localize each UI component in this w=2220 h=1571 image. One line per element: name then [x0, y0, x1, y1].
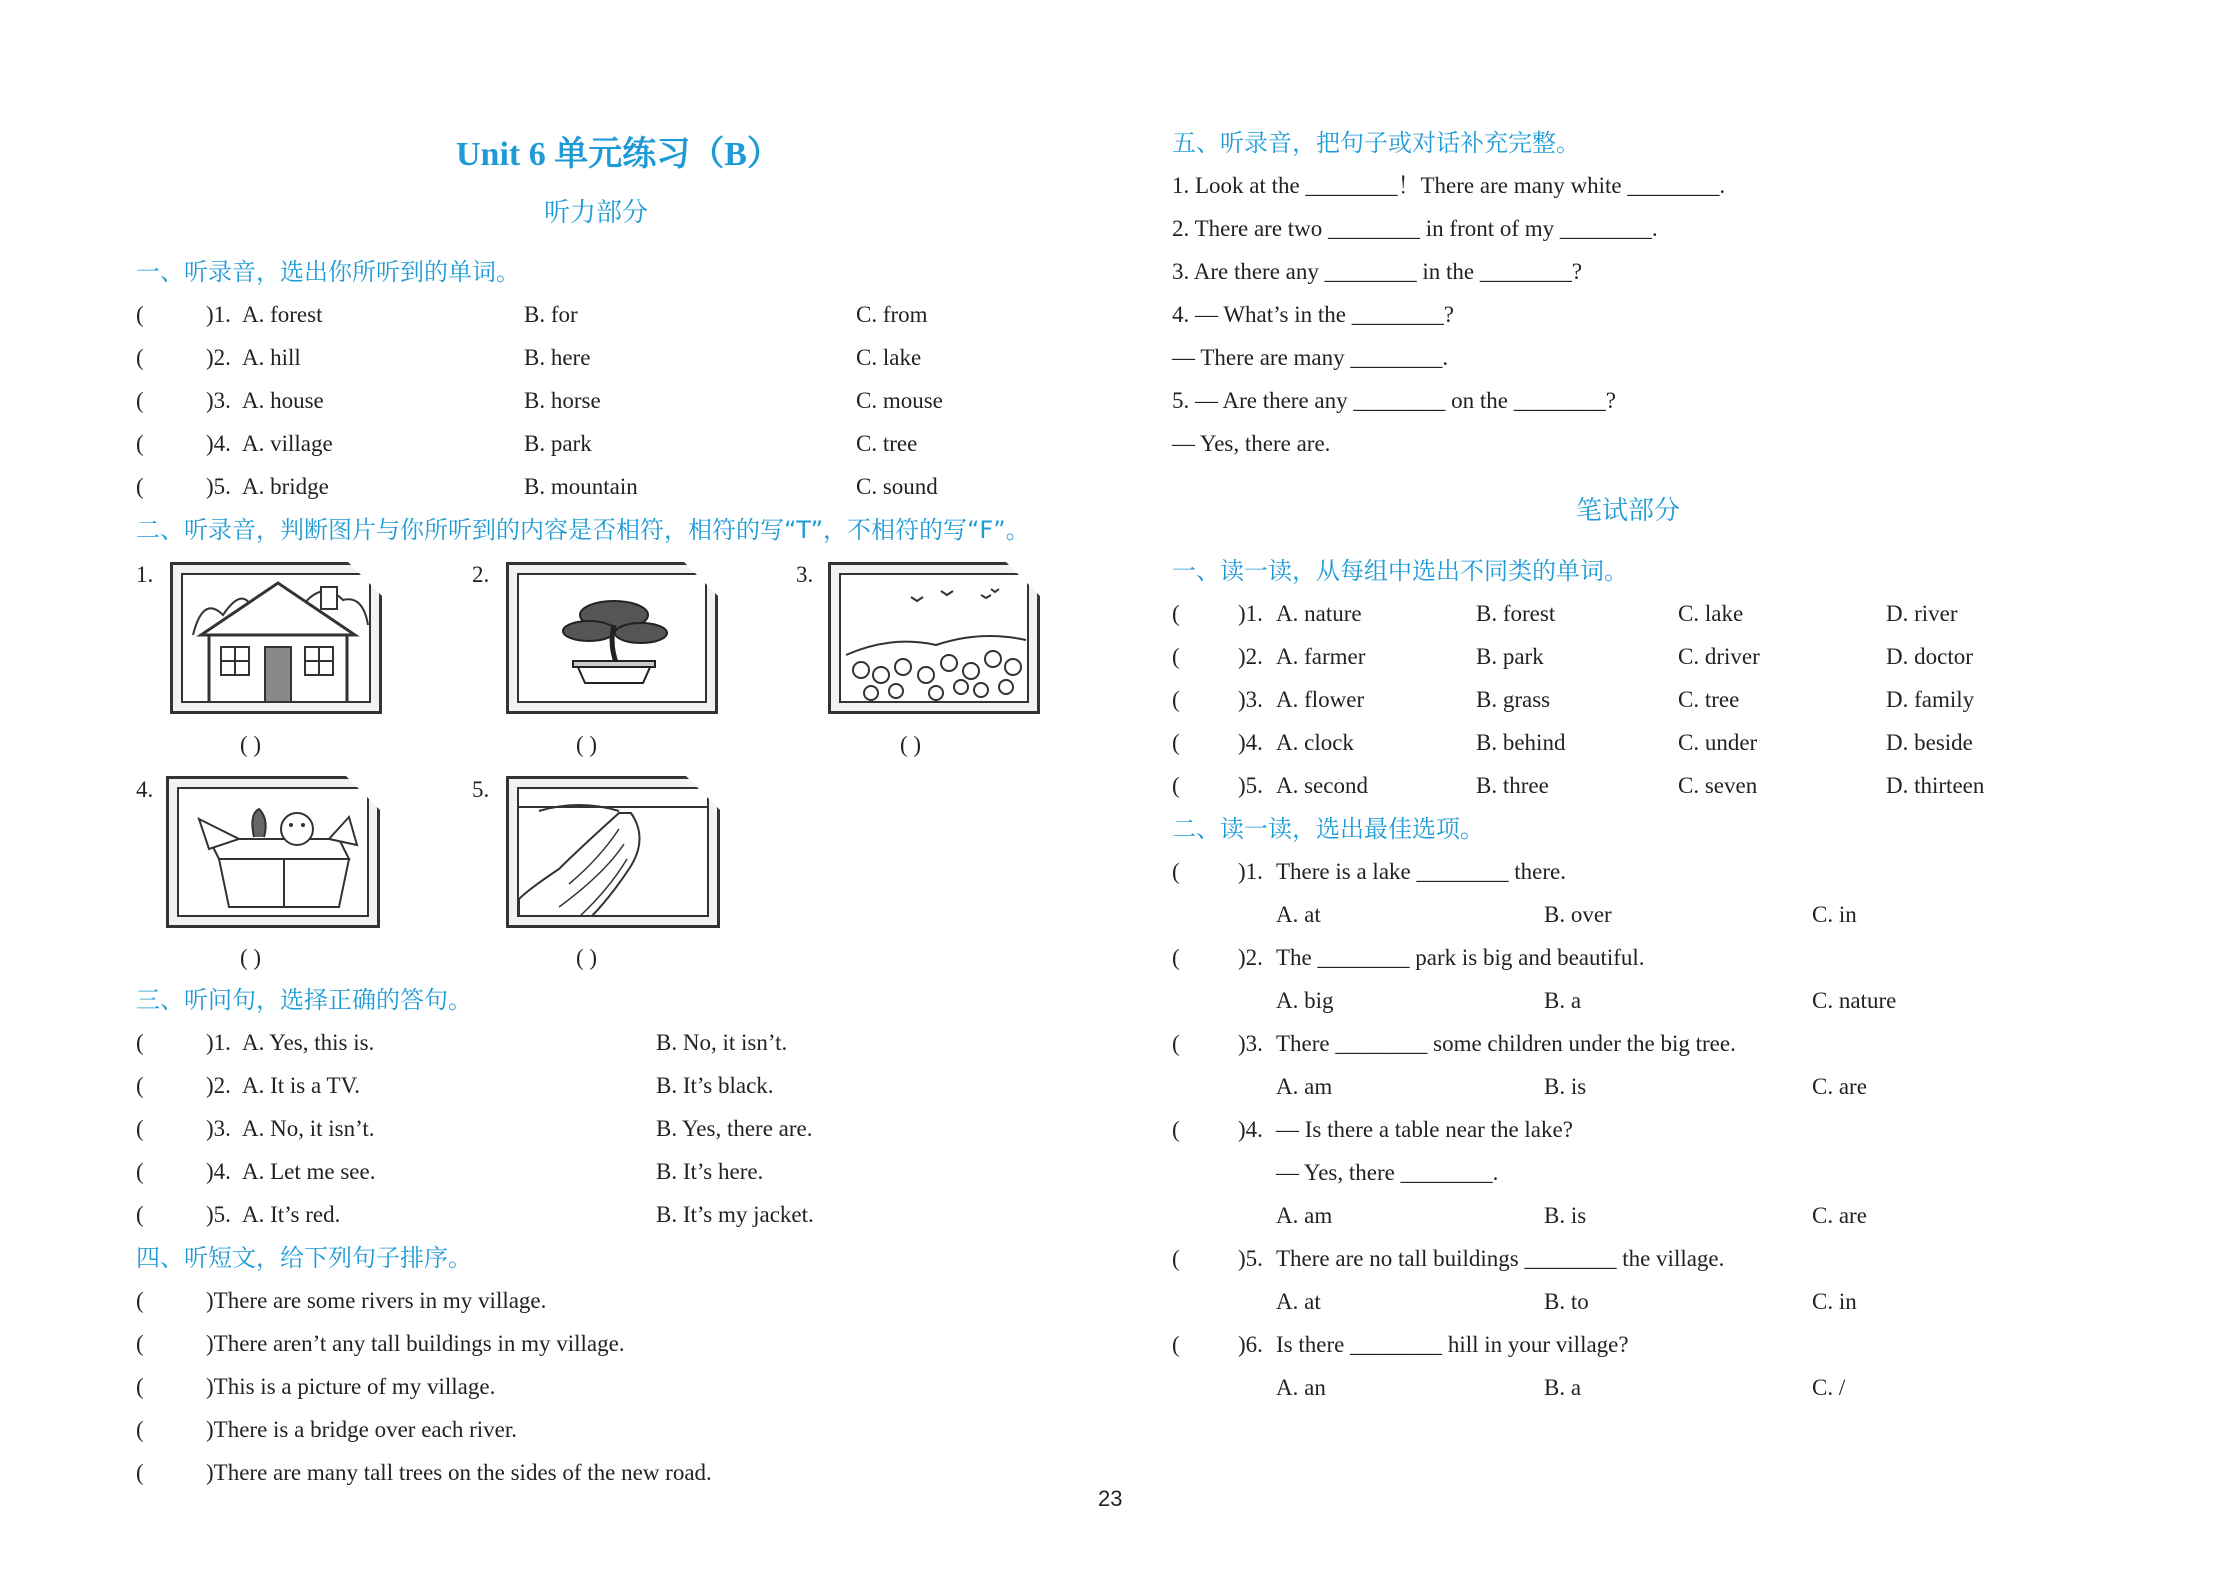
option-b: B. It’s my jacket.: [656, 1202, 814, 1227]
answer-paren: (: [136, 388, 144, 413]
option-a: A. village: [242, 431, 333, 456]
option-b: B. is: [1544, 1203, 1587, 1228]
option-a: A. It is a TV.: [242, 1073, 360, 1098]
item-number: )2.: [206, 1073, 231, 1098]
option-b: B. a: [1544, 988, 1582, 1013]
option-b: B. behind: [1476, 730, 1566, 755]
option-c: C. seven: [1678, 773, 1758, 798]
answer-paren: (: [1172, 945, 1180, 970]
option-a: A. forest: [242, 302, 323, 327]
item-number: )2.: [1238, 945, 1263, 970]
option-c: C. lake: [1678, 601, 1744, 626]
question-stem: There is a lake ________ there.: [1276, 859, 1566, 884]
w2-heading: 二、读一读，选出最佳选项。: [1172, 815, 1484, 843]
option-d: D. beside: [1886, 730, 1973, 755]
item-number: )1.: [1238, 601, 1263, 626]
picture-house: [170, 562, 382, 714]
option-a: A. nature: [1276, 601, 1362, 626]
s2-heading: 二、听录音，判断图片与你所听到的内容是否相符，相符的写“T”，不相符的写“F”。: [136, 516, 1030, 544]
item-number: )6.: [1238, 1332, 1263, 1357]
item-number: )1.: [206, 1030, 231, 1055]
option-a: A. bridge: [242, 474, 329, 499]
option-a: A. am: [1276, 1074, 1333, 1099]
fill-line: 3. Are there any ________ in the ________?: [1172, 259, 1583, 284]
answer-paren: (: [136, 1030, 144, 1055]
option-b: B. forest: [1476, 601, 1556, 626]
option-a: A. second: [1276, 773, 1368, 798]
option-c: C. tree: [856, 431, 918, 456]
s3-heading: 三、听问句，选择正确的答句。: [136, 986, 472, 1014]
option-a: A. at: [1276, 1289, 1321, 1314]
answer-paren: (: [136, 1073, 144, 1098]
page-title: Unit 6 单元练习（B）: [456, 136, 781, 173]
option-b: B. here: [524, 345, 591, 370]
answer-paren: (: [136, 474, 144, 499]
option-c: C. sound: [856, 474, 938, 499]
answer-paren: (: [136, 431, 144, 456]
option-c: C. under: [1678, 730, 1758, 755]
option-a: A. house: [242, 388, 324, 413]
answer-paren: (: [1172, 601, 1180, 626]
item-number: )3.: [206, 388, 231, 413]
picture-answer-paren[interactable]: ( ): [240, 945, 262, 970]
option-c: C. are: [1812, 1203, 1867, 1228]
listening-section-title: 听力部分: [544, 198, 649, 228]
answer-paren: (: [1172, 1117, 1180, 1142]
option-b: B. for: [524, 302, 578, 327]
option-a: A. Let me see.: [242, 1159, 376, 1184]
option-b: B. Yes, there are.: [656, 1116, 813, 1141]
option-c: C. in: [1812, 902, 1857, 927]
option-b: B. mountain: [524, 474, 638, 499]
option-a: A. am: [1276, 1203, 1333, 1228]
item-number: )5.: [206, 1202, 231, 1227]
option-c: C. lake: [856, 345, 922, 370]
answer-paren: (: [1172, 859, 1180, 884]
option-c: C. mouse: [856, 388, 943, 413]
question-stem: The ________ park is big and beautiful.: [1276, 945, 1645, 970]
option-a: A. Yes, this is.: [242, 1030, 375, 1055]
option-b: B. It’s black.: [656, 1073, 774, 1098]
fill-line: 4. — What’s in the ________?: [1172, 302, 1454, 327]
option-b: B. is: [1544, 1074, 1587, 1099]
answer-paren: (: [1172, 1332, 1180, 1357]
order-sentence: )There are some rivers in my village.: [206, 1288, 547, 1313]
item-number: )1.: [1238, 859, 1263, 884]
answer-paren: (: [1172, 773, 1180, 798]
item-number: )4.: [206, 1159, 231, 1184]
item-number: )5.: [206, 474, 231, 499]
item-number: )1.: [206, 302, 231, 327]
answer-paren: (: [136, 1460, 144, 1485]
page-number: 23: [1098, 1486, 1123, 1511]
option-b: B. horse: [524, 388, 601, 413]
option-c: C. tree: [1678, 687, 1740, 712]
question-stem: There are no tall buildings ________ the village.: [1276, 1246, 1725, 1271]
fill-line: 5. — Are there any ________ on the ________?: [1172, 388, 1616, 413]
option-c: C. from: [856, 302, 928, 327]
picture-box: [166, 776, 380, 928]
answer-paren: (: [1172, 730, 1180, 755]
picture-river: [506, 776, 720, 928]
option-a: A. It’s red.: [242, 1202, 341, 1227]
picture-answer-paren[interactable]: ( ): [240, 732, 262, 757]
option-d: D. thirteen: [1886, 773, 1985, 798]
answer-paren: (: [136, 1288, 144, 1313]
option-b: B. park: [524, 431, 592, 456]
picture-answer-paren[interactable]: ( ): [576, 732, 598, 757]
order-sentence: )There is a bridge over each river.: [206, 1417, 517, 1442]
picture-number: 3.: [796, 562, 814, 587]
picture-number: 5.: [472, 777, 490, 802]
option-b: B. over: [1544, 902, 1612, 927]
option-b: B. three: [1476, 773, 1549, 798]
question-stem: Is there ________ hill in your village?: [1276, 1332, 1629, 1357]
option-b: B. a: [1544, 1375, 1582, 1400]
option-b: B. It’s here.: [656, 1159, 764, 1184]
option-c: C. in: [1812, 1289, 1857, 1314]
fill-line: — Yes, there are.: [1172, 431, 1331, 456]
question-stem-reply: — Yes, there ________.: [1276, 1160, 1499, 1185]
option-a: A. No, it isn’t.: [242, 1116, 375, 1141]
option-d: D. river: [1886, 601, 1958, 626]
picture-number: 1.: [136, 562, 154, 587]
option-a: A. at: [1276, 902, 1321, 927]
picture-number: 4.: [136, 777, 154, 802]
answer-paren: (: [136, 1159, 144, 1184]
s4-heading: 四、听短文，给下列句子排序。: [136, 1244, 472, 1272]
item-number: )4.: [1238, 730, 1263, 755]
item-number: )4.: [1238, 1117, 1263, 1142]
answer-paren: (: [136, 345, 144, 370]
item-number: )4.: [206, 431, 231, 456]
s1-heading: 一、听录音，选出你所听到的单词。: [136, 258, 520, 286]
option-a: A. big: [1276, 988, 1334, 1013]
w1-heading: 一、读一读，从每组中选出不同类的单词。: [1172, 557, 1628, 585]
answer-paren: (: [136, 1202, 144, 1227]
answer-paren: (: [136, 1331, 144, 1356]
item-number: )3.: [1238, 687, 1263, 712]
item-number: )2.: [206, 345, 231, 370]
option-d: D. family: [1886, 687, 1975, 712]
item-number: )5.: [1238, 1246, 1263, 1271]
option-d: D. doctor: [1886, 644, 1973, 669]
order-sentence: )This is a picture of my village.: [206, 1374, 496, 1399]
answer-paren: (: [136, 302, 144, 327]
option-c: C. are: [1812, 1074, 1867, 1099]
option-b: B. No, it isn’t.: [656, 1030, 788, 1055]
answer-paren: (: [1172, 1031, 1180, 1056]
option-b: B. to: [1544, 1289, 1589, 1314]
option-a: A. hill: [242, 345, 301, 370]
fill-line: 2. There are two ________ in front of my ________.: [1172, 216, 1658, 241]
fill-line: 1. Look at the ________！There are many white ________.: [1172, 173, 1726, 198]
picture-flowers: [828, 562, 1040, 714]
option-a: A. clock: [1276, 730, 1354, 755]
option-c: C. /: [1812, 1375, 1846, 1400]
item-number: )2.: [1238, 644, 1263, 669]
answer-paren: (: [136, 1116, 144, 1141]
item-number: )5.: [1238, 773, 1263, 798]
answer-paren: (: [136, 1417, 144, 1442]
option-a: A. an: [1276, 1375, 1326, 1400]
answer-paren: (: [1172, 644, 1180, 669]
option-b: B. grass: [1476, 687, 1551, 712]
answer-paren: (: [1172, 687, 1180, 712]
answer-paren: (: [136, 1374, 144, 1399]
s5-heading: 五、听录音，把句子或对话补充完整。: [1172, 129, 1580, 157]
option-a: A. flower: [1276, 687, 1365, 712]
order-sentence: )There aren’t any tall buildings in my village.: [206, 1331, 625, 1356]
option-c: C. driver: [1678, 644, 1760, 669]
answer-paren: (: [1172, 1246, 1180, 1271]
item-number: )3.: [1238, 1031, 1263, 1056]
fill-line: — There are many ________.: [1172, 345, 1449, 370]
picture-number: 2.: [472, 562, 490, 587]
option-b: B. park: [1476, 644, 1544, 669]
option-a: A. farmer: [1276, 644, 1366, 669]
writing-section-title: 笔试部分: [1576, 496, 1681, 526]
picture-answer-paren[interactable]: ( ): [576, 945, 598, 970]
order-sentence: )There are many tall trees on the sides of the new road.: [206, 1460, 712, 1485]
item-number: )3.: [206, 1116, 231, 1141]
question-stem: There ________ some children under the big tree.: [1276, 1031, 1736, 1056]
option-c: C. nature: [1812, 988, 1897, 1013]
question-stem: — Is there a table near the lake?: [1276, 1117, 1573, 1142]
picture-tree: [506, 562, 718, 714]
picture-answer-paren[interactable]: ( ): [900, 732, 922, 757]
